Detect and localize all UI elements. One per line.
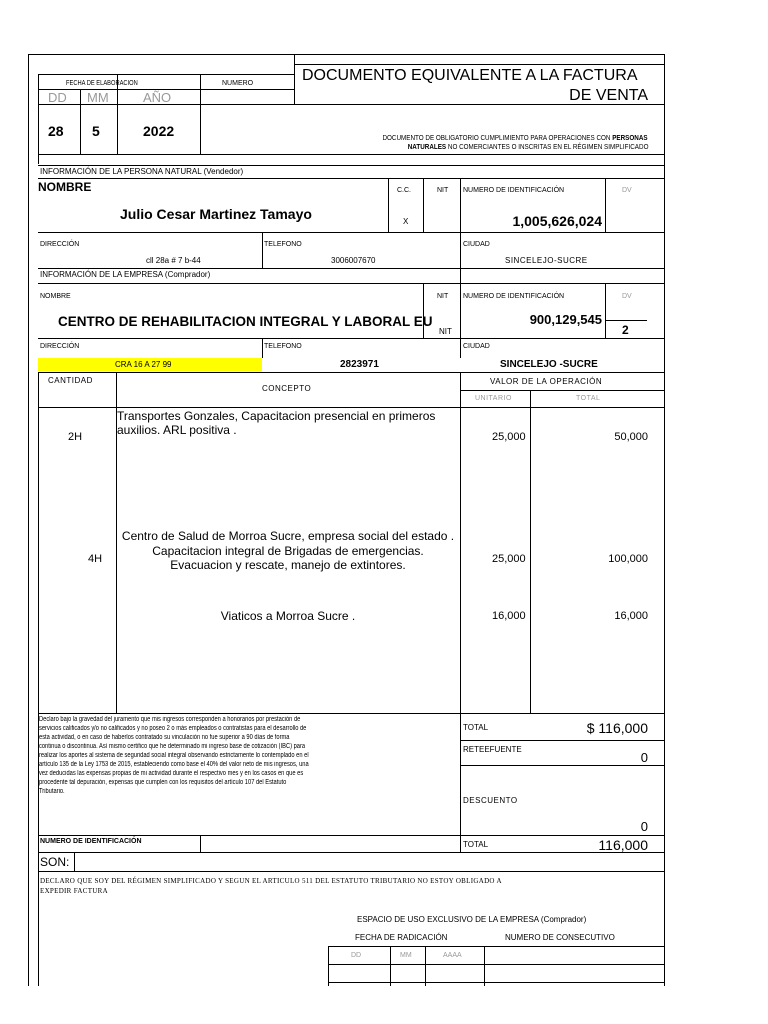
seller-telefono: 3006007670 <box>331 256 376 265</box>
regime-line1: DECLARO QUE SOY DEL RÉGIMEN SIMPLIFICADO Y SEGUN EL ARTICULO 511 DEL ESTATUTO TRIBUTARIO NO ESTOY OBLIGADO A <box>40 877 502 885</box>
seller-nombre-label: NOMBRE <box>38 180 92 194</box>
seller-id-value: 1,005,626,024 <box>512 213 602 229</box>
numero-consecutivo-label: NUMERO DE CONSECUTIVO <box>505 933 615 942</box>
item-concepto-line: Evacuacion y rescate, manejo de extintores. <box>170 558 406 572</box>
item-concepto-line: auxilios. ARL positiva . <box>117 423 237 437</box>
seller-telefono-label: TELEFONO <box>264 241 302 248</box>
item-cantidad: 4H <box>88 553 103 565</box>
doc-subtitle-line2: NATURALES NO COMERCIANTES O INSCRITAS EN EL RÉGIMEN SIMPLIFICADO <box>407 144 648 151</box>
item-total: 50,000 <box>614 431 648 443</box>
item-cantidad: 2H <box>68 431 83 443</box>
buyer-telefono-label: TELEFONO <box>264 343 302 350</box>
buyer-direccion-label: DIRECCIÓN <box>40 343 80 350</box>
item-unitario: 25,000 <box>492 431 526 443</box>
seller-dv-label: DV <box>622 187 632 194</box>
seller-id-label: NUMERO DE IDENTIFICACIÓN <box>463 187 565 194</box>
seller-section-title: INFORMACIÓN DE LA PERSONA NATURAL (Vendedor) <box>40 167 244 176</box>
seller-ciudad-label: CIUDAD <box>463 241 490 248</box>
buyer-section-title: INFORMACIÓN DE LA EMPRESA (Comprador) <box>40 270 211 279</box>
buyer-nit-mark: NIT <box>439 327 452 336</box>
doc-title-line1: DOCUMENTO EQUIVALENTE A LA FACTURA <box>302 67 638 84</box>
seller-cc-mark: X <box>403 217 409 226</box>
radicacion-mm: MM <box>400 952 412 959</box>
son-label: SON: <box>40 855 70 869</box>
descuento-label: DESCUENTO <box>463 796 518 805</box>
item-total: 16,000 <box>614 610 648 622</box>
descuento-value: 0 <box>640 819 648 834</box>
buyer-telefono: 2823971 <box>340 359 379 370</box>
item-concepto-line: Transportes Gonzales, Capacitacion presencial en primeros <box>117 409 436 423</box>
buyer-dv-value: 2 <box>622 323 629 337</box>
espacio-label: ESPACIO DE USO EXCLUSIVO DE LA EMPRESA (Comprador) <box>357 915 587 924</box>
buyer-nombre-label: NOMBRE <box>40 293 71 300</box>
ano-label: AÑO <box>143 90 172 105</box>
regime-line2: EXPEDIR FACTURA <box>40 887 108 895</box>
numero-label: NUMERO <box>222 80 254 87</box>
final-total-value: 116,000 <box>598 837 648 853</box>
fecha-label: FECHA DE ELABORACION <box>66 80 138 87</box>
seller-name: Julio Cesar Martinez Tamayo <box>120 206 312 222</box>
mm-label: MM <box>87 90 109 105</box>
radicacion-dd: DD <box>351 952 362 959</box>
buyer-nit-label: NIT <box>437 293 449 300</box>
buyer-id-value: 900,129,545 <box>529 312 602 327</box>
seller-nit-label: NIT <box>437 187 449 194</box>
col-cantidad: CANTIDAD <box>48 376 93 385</box>
item-concepto-line: Viaticos a Morroa Sucre . <box>220 609 356 623</box>
seller-cc-label: C.C. <box>397 187 411 194</box>
buyer-id-label: NUMERO DE IDENTIFICACIÓN <box>463 293 565 300</box>
buyer-direccion: CRA 16 A 27 99 <box>115 360 172 369</box>
item-concepto-line: Centro de Salud de Morroa Sucre, empresa social del estado . <box>121 529 455 543</box>
final-total-label: TOTAL <box>463 840 489 849</box>
total-label: TOTAL <box>463 723 489 732</box>
fecha-radicacion-label: FECHA DE RADICACIÓN <box>355 933 448 942</box>
buyer-ciudad-label: CIUDAD <box>463 343 490 350</box>
retefuente-label: RETEEFUENTE <box>463 745 522 754</box>
doc-subtitle-line1: DOCUMENTO DE OBLIGATORIO CUMPLIMIENTO PARA OPERACIONES CON PERSONAS <box>382 135 648 142</box>
item-total: 100,000 <box>608 553 648 565</box>
retefuente-value: 0 <box>640 750 648 765</box>
buyer-name: CENTRO DE REHABILITACION INTEGRAL Y LABORAL EU <box>58 314 433 329</box>
seller-direccion: cll 28a # 7 b-44 <box>146 256 201 265</box>
radicacion-aaaa: AAAA <box>443 952 462 959</box>
seller-ciudad: SINCELEJO-SUCRE <box>505 256 588 265</box>
seller-direccion-label: DIRECCIÓN <box>40 241 80 248</box>
id-number-label: NUMERO DE IDENTIFICACIÓN <box>40 838 142 845</box>
item-unitario: 25,000 <box>492 553 526 565</box>
item-concepto-line: Capacitacion integral de Brigadas de emergencias. <box>152 544 424 558</box>
date-year: 2022 <box>143 123 175 139</box>
date-month: 5 <box>92 123 100 139</box>
col-concepto: CONCEPTO <box>262 384 312 393</box>
col-total: TOTAL <box>576 395 601 402</box>
dd-label: DD <box>48 90 67 105</box>
col-unitario: UNITARIO <box>475 395 512 402</box>
col-valor: VALOR DE LA OPERACIÓN <box>490 377 603 386</box>
buyer-ciudad: SINCELEJO -SUCRE <box>500 359 598 370</box>
date-day: 28 <box>48 123 64 139</box>
total-value: $ 116,000 <box>586 720 648 736</box>
buyer-dv-label: DV <box>622 293 632 300</box>
item-unitario: 16,000 <box>492 610 526 622</box>
doc-title-line2: DE VENTA <box>569 87 648 104</box>
